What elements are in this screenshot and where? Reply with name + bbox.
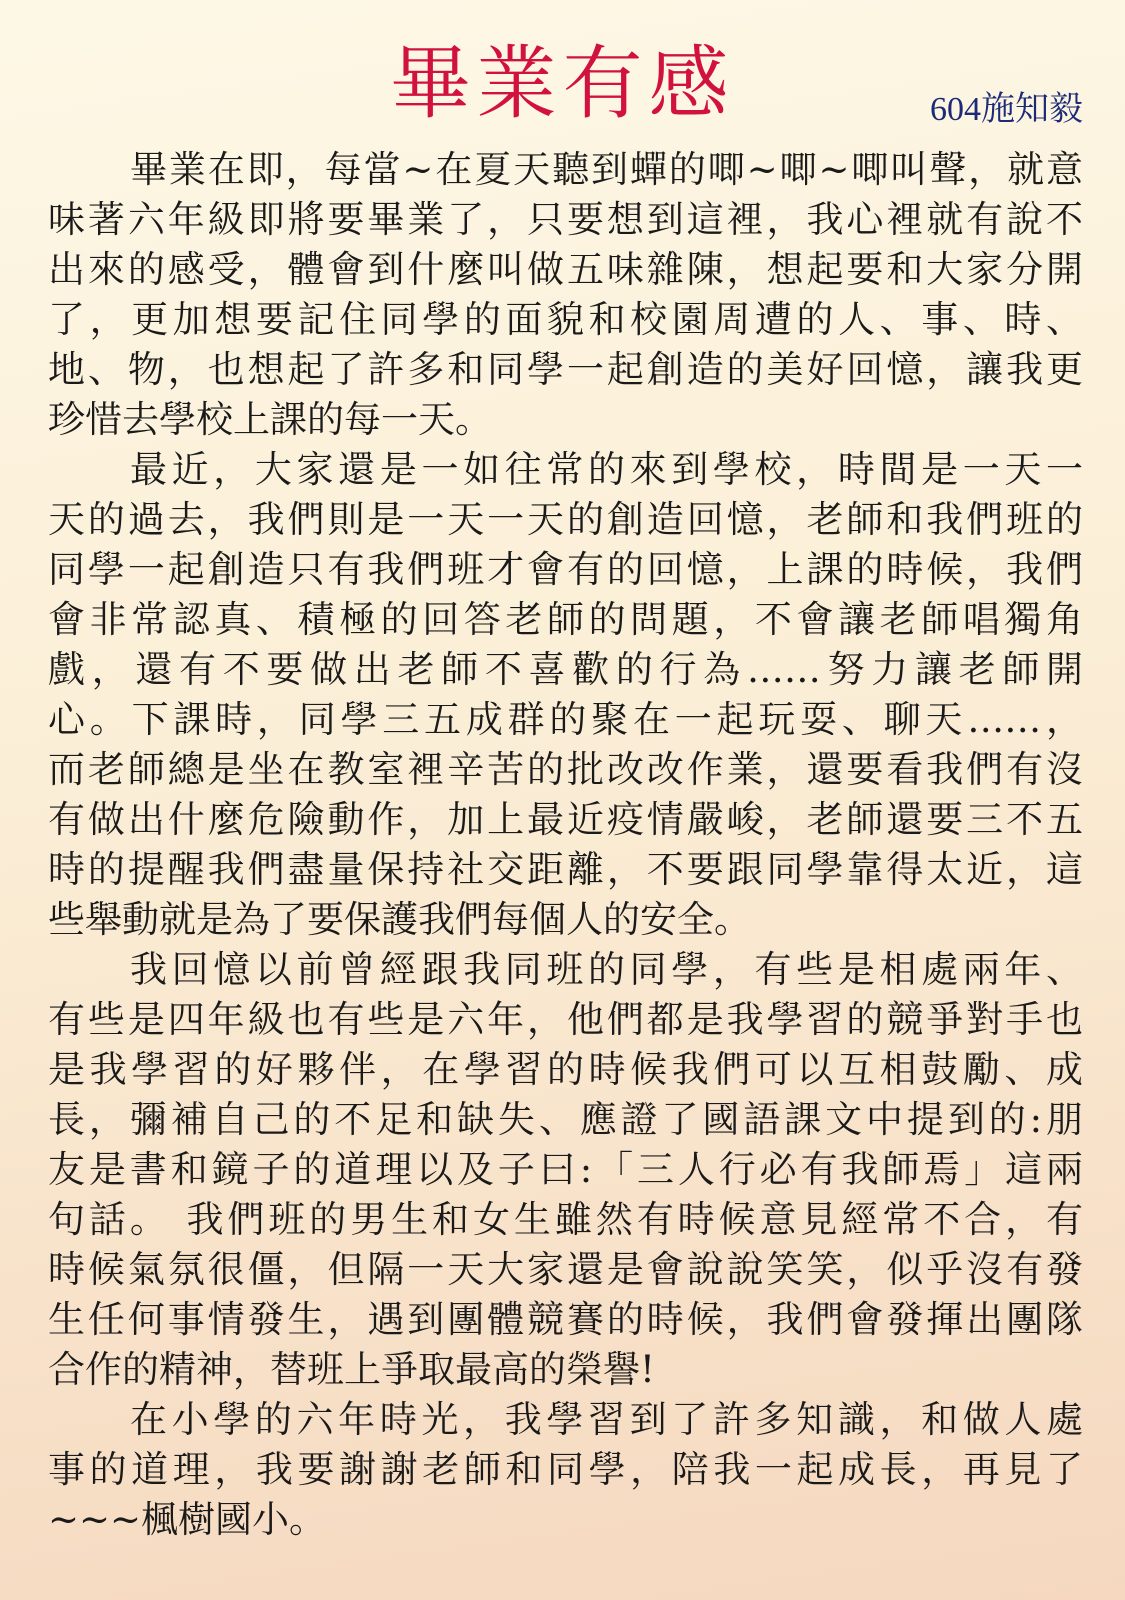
text-line: 有些是四年級也有些是六年，他們都是我學習的競爭對手也 xyxy=(48,998,1083,1041)
text-line: 地、物，也想起了許多和同學一起創造的美好回憶，讓我更 xyxy=(48,348,1083,391)
text-line: ~~~楓樹國小。 xyxy=(48,1498,327,1541)
text-line: 時候氣氛很僵，但隔一天大家還是會說說笑笑，似乎沒有發 xyxy=(48,1248,1083,1291)
text-line: 友是書和鏡子的道理以及子曰:「三人行必有我師焉」這兩 xyxy=(48,1148,1083,1191)
text-line: 我回憶以前曾經跟我同班的同學，有些是相處兩年、 xyxy=(130,948,1083,991)
text-line: 是我學習的好夥伴，在學習的時候我們可以互相鼓勵、成 xyxy=(48,1048,1083,1091)
text-line: 在小學的六年時光，我學習到了許多知識，和做人處 xyxy=(130,1398,1083,1441)
paragraph-2 xyxy=(48,445,1083,945)
paragraph-3 xyxy=(48,945,1083,1395)
text-line: 時的提醒我們盡量保持社交距離，不要跟同學靠得太近，這 xyxy=(48,848,1083,891)
paragraph-4 xyxy=(48,1395,1083,1545)
text-line: 了，更加想要記住同學的面貌和校園周遭的人、事、時、 xyxy=(48,298,1083,341)
text-line: 味著六年級即將要畢業了，只要想到這裡，我心裡就有說不 xyxy=(48,198,1083,241)
text-line: 事的道理，我要謝謝老師和同學，陪我一起成長，再見了 xyxy=(48,1448,1083,1491)
text-line: 長，彌補自己的不足和缺失、應證了國語課文中提到的:朋 xyxy=(48,1098,1083,1141)
text-line: 些舉動就是為了要保護我們每個人的安全。 xyxy=(48,898,751,941)
text-line: 最近，大家還是一如往常的來到學校，時間是一天一 xyxy=(130,448,1083,491)
text-line: 而老師總是坐在教室裡辛苦的批改改作業，還要看我們有沒 xyxy=(48,748,1083,791)
text-line: 合作的精神，替班上爭取最高的榮譽! xyxy=(48,1348,655,1391)
text-line: 心。下課時，同學三五成群的聚在一起玩耍、聊天……， xyxy=(48,698,1083,741)
text-line: 同學一起創造只有我們班才會有的回憶，上課的時候，我們 xyxy=(48,548,1083,591)
text-line: 會非常認真、積極的回答老師的問題，不會讓老師唱獨角 xyxy=(48,598,1083,641)
paragraph-1 xyxy=(48,145,1083,445)
document-title: 畢業有感 xyxy=(390,37,735,130)
text-line: 出來的感受，體會到什麼叫做五味雜陳，想起要和大家分開 xyxy=(48,248,1083,291)
text-line: 畢業在即，每當~在夏天聽到蟬的唧~唧~唧叫聲，就意 xyxy=(130,148,1083,191)
text-line: 戲，還有不要做出老師不喜歡的行為……努力讓老師開 xyxy=(48,648,1083,691)
author-byline: 604施知毅 xyxy=(930,91,1083,128)
text-line: 珍惜去學校上課的每一天。 xyxy=(48,398,492,441)
text-line: 生任何事情發生，遇到團體競賽的時候，我們會發揮出團隊 xyxy=(48,1298,1083,1341)
text-line: 天的過去，我們則是一天一天的創造回憶，老師和我們班的 xyxy=(48,498,1083,541)
text-line: 句話。 我們班的男生和女生雖然有時候意見經常不合，有 xyxy=(48,1198,1083,1241)
essay-body xyxy=(48,145,1083,1545)
text-line: 有做出什麼危險動作，加上最近疫情嚴峻，老師還要三不五 xyxy=(48,798,1083,841)
